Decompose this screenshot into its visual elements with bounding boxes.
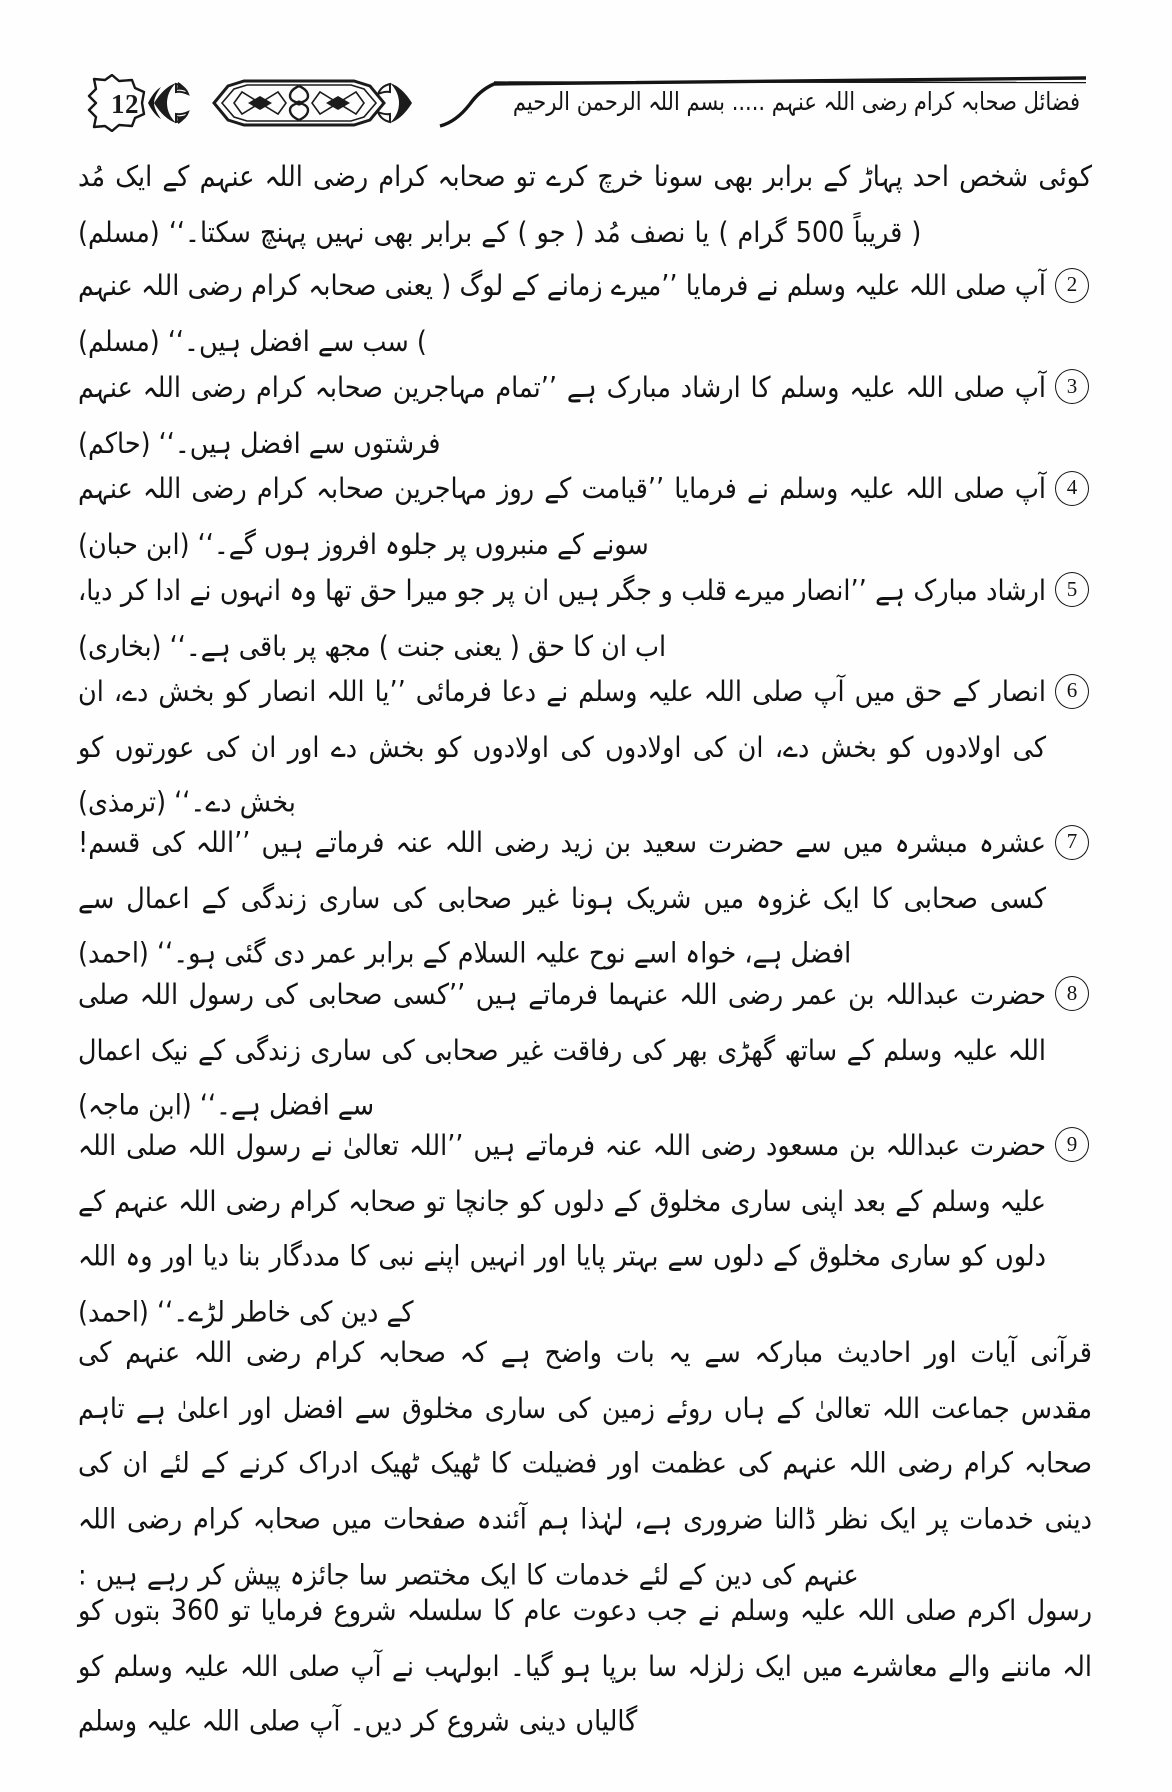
item-text: عشرہ مبشرہ میں سے حضرت سعید بن زید رضی اللہ عنہ فرماتے ہیں ’’اللہ کی قسم! کسی صحابی کا ایک غزوہ میں شریک ہونا غیر صحابی کی ساری زندگی کے اعمال سے افضل ہے، خواہ اسے نوح علیہ السلام کے برابر عمر دی گئی ہو۔‘‘ (احمد) (78, 826, 1046, 972)
item-number: 9 (1052, 1128, 1092, 1162)
hadith-item (78, 462, 1092, 561)
item-number: 5 (1052, 573, 1092, 607)
hadith-item (78, 564, 1092, 663)
item-number: 3 (1052, 370, 1092, 404)
page-header (86, 72, 1086, 134)
hadith-item (78, 968, 1092, 1123)
floral-arabesque-ornament (148, 72, 448, 134)
hadith-item (78, 259, 1092, 358)
closing-paragraph: قرآنی آیات اور احادیث مبارکہ سے یہ بات واضح ہے کہ صحابہ کرام رضی اللہ عنہم کی مقدس جماعت اللہ تعالیٰ کے ہاں روئے زمین کی ساری مخلوق سے افضل اور اعلیٰ ہے تاہم صحابہ کرام رضی اللہ عنہم کی عظمت اور فضیلت کا ٹھیک ٹھیک ادراک کرنے کے لئے ان کی دینی خدمات پر ایک نظر ڈالنا ضروری ہے، لہٰذا ہم آئندہ صفحات میں صحابہ کرام رضی اللہ عنہم کی دین کے لئے خدمات کا ایک مختصر سا جائزہ پیش کر رہے ہیں : (78, 1335, 1092, 1592)
page-body (78, 150, 1093, 1740)
hadith-item (78, 1119, 1092, 1330)
closing-section (78, 1326, 1093, 1740)
item-number: 4 (1052, 471, 1092, 505)
hadith-item (78, 361, 1092, 460)
item-text: آپ صلی اللہ علیہ وسلم کا ارشاد مبارک ہے ’’تمام مہاجرین صحابہ کرام رضی اللہ عنہم فرشتوں سے افضل ہیں۔‘‘ (حاکم) (78, 370, 1046, 461)
item-number: 6 (1052, 674, 1092, 708)
page-number: 12 (111, 88, 139, 119)
item-text: ارشاد مبارک ہے ’’انصار میرے قلب و جگر ہیں ان پر جو میرا حق تھا وہ انہوں نے ادا کر دیا، اب ان کا حق ( یعنی جنت ) مجھ پر باقی ہے۔‘‘ (بخاری) (78, 573, 1046, 664)
lead-paragraph: کوئی شخص احد پہاڑ کے برابر بھی سونا خرچ کرے تو صحابہ کرام رضی اللہ عنہم کے ایک مُد ( قریباً 500 گرام ) یا نصف مُد ( جو ) کے برابر بھی نہیں پہنچ سکتا۔‘‘ (مسلم) (78, 160, 1092, 250)
item-number: 8 (1052, 977, 1092, 1011)
item-text: حضرت عبداللہ بن عمر رضی اللہ عنہما فرماتے ہیں ’’کسی صحابی کی رسول اللہ صلی اللہ علیہ وسلم کے ساتھ گھڑی بھر کی رفاقت غیر صحابی کی ساری زندگی کے نیک اعمال سے افضل ہے۔‘‘ (ابن ماجہ) (78, 977, 1046, 1123)
item-text: آپ صلی اللہ علیہ وسلم نے فرمایا ’’قیامت کے روز مہاجرین صحابہ کرام رضی اللہ عنہم سونے کے منبروں پر جلوہ افروز ہوں گے۔‘‘ (ابن حبان) (78, 472, 1046, 562)
item-number: 2 (1052, 268, 1092, 302)
hadith-item (78, 816, 1092, 972)
header-title: فضائل صحابہ کرام رضی اللہ عنہم ..... بسم اللہ الرحمن الرحیم (512, 87, 1080, 117)
item-text: آپ صلی اللہ علیہ وسلم نے فرمایا ’’میرے زمانے کے لوگ ( یعنی صحابہ کرام رضی اللہ عنہم ) سب سے افضل ہیں۔‘‘ (مسلم) (78, 269, 1046, 359)
hadith-item (78, 665, 1092, 821)
item-number: 7 (1052, 825, 1092, 859)
item-text: حضرت عبداللہ بن مسعود رضی اللہ عنہ فرماتے ہیں ’’اللہ تعالیٰ نے رسول اللہ صلی اللہ علیہ وسلم کے بعد اپنی ساری مخلوق کے دلوں کو جانچا تو صحابہ کرام رضی اللہ عنہم کے دلوں کو ساری مخلوق کے دلوں سے بہتر پایا اور انہیں اپنے نبی کا مددگار بنا دیا اور وہ اللہ کے دین کی خاطر لڑے۔‘‘ (احمد) (78, 1128, 1046, 1330)
closing-paragraph: رسول اکرم صلی اللہ علیہ وسلم نے جب دعوت عام کا سلسلہ شروع فرمایا تو 360 بتوں کو الہ ماننے والے معاشرے میں ایک زلزلہ سا برپا ہو گیا۔ ابولہب نے آپ صلی اللہ علیہ وسلم کو گالیاں دینی شروع کر دیں۔ آپ صلی اللہ علیہ وسلم (78, 1594, 1093, 1740)
item-text: انصار کے حق میں آپ صلی اللہ علیہ وسلم نے دعا فرمائی ’’یا اللہ انصار کو بخش دے، ان کی اولادوں کو بخش دے، ان کی اولادوں کی اولادوں کو بخش دے اور ان کی عورتوں کو بخش دے۔‘‘ (ترمذی) (78, 675, 1046, 821)
